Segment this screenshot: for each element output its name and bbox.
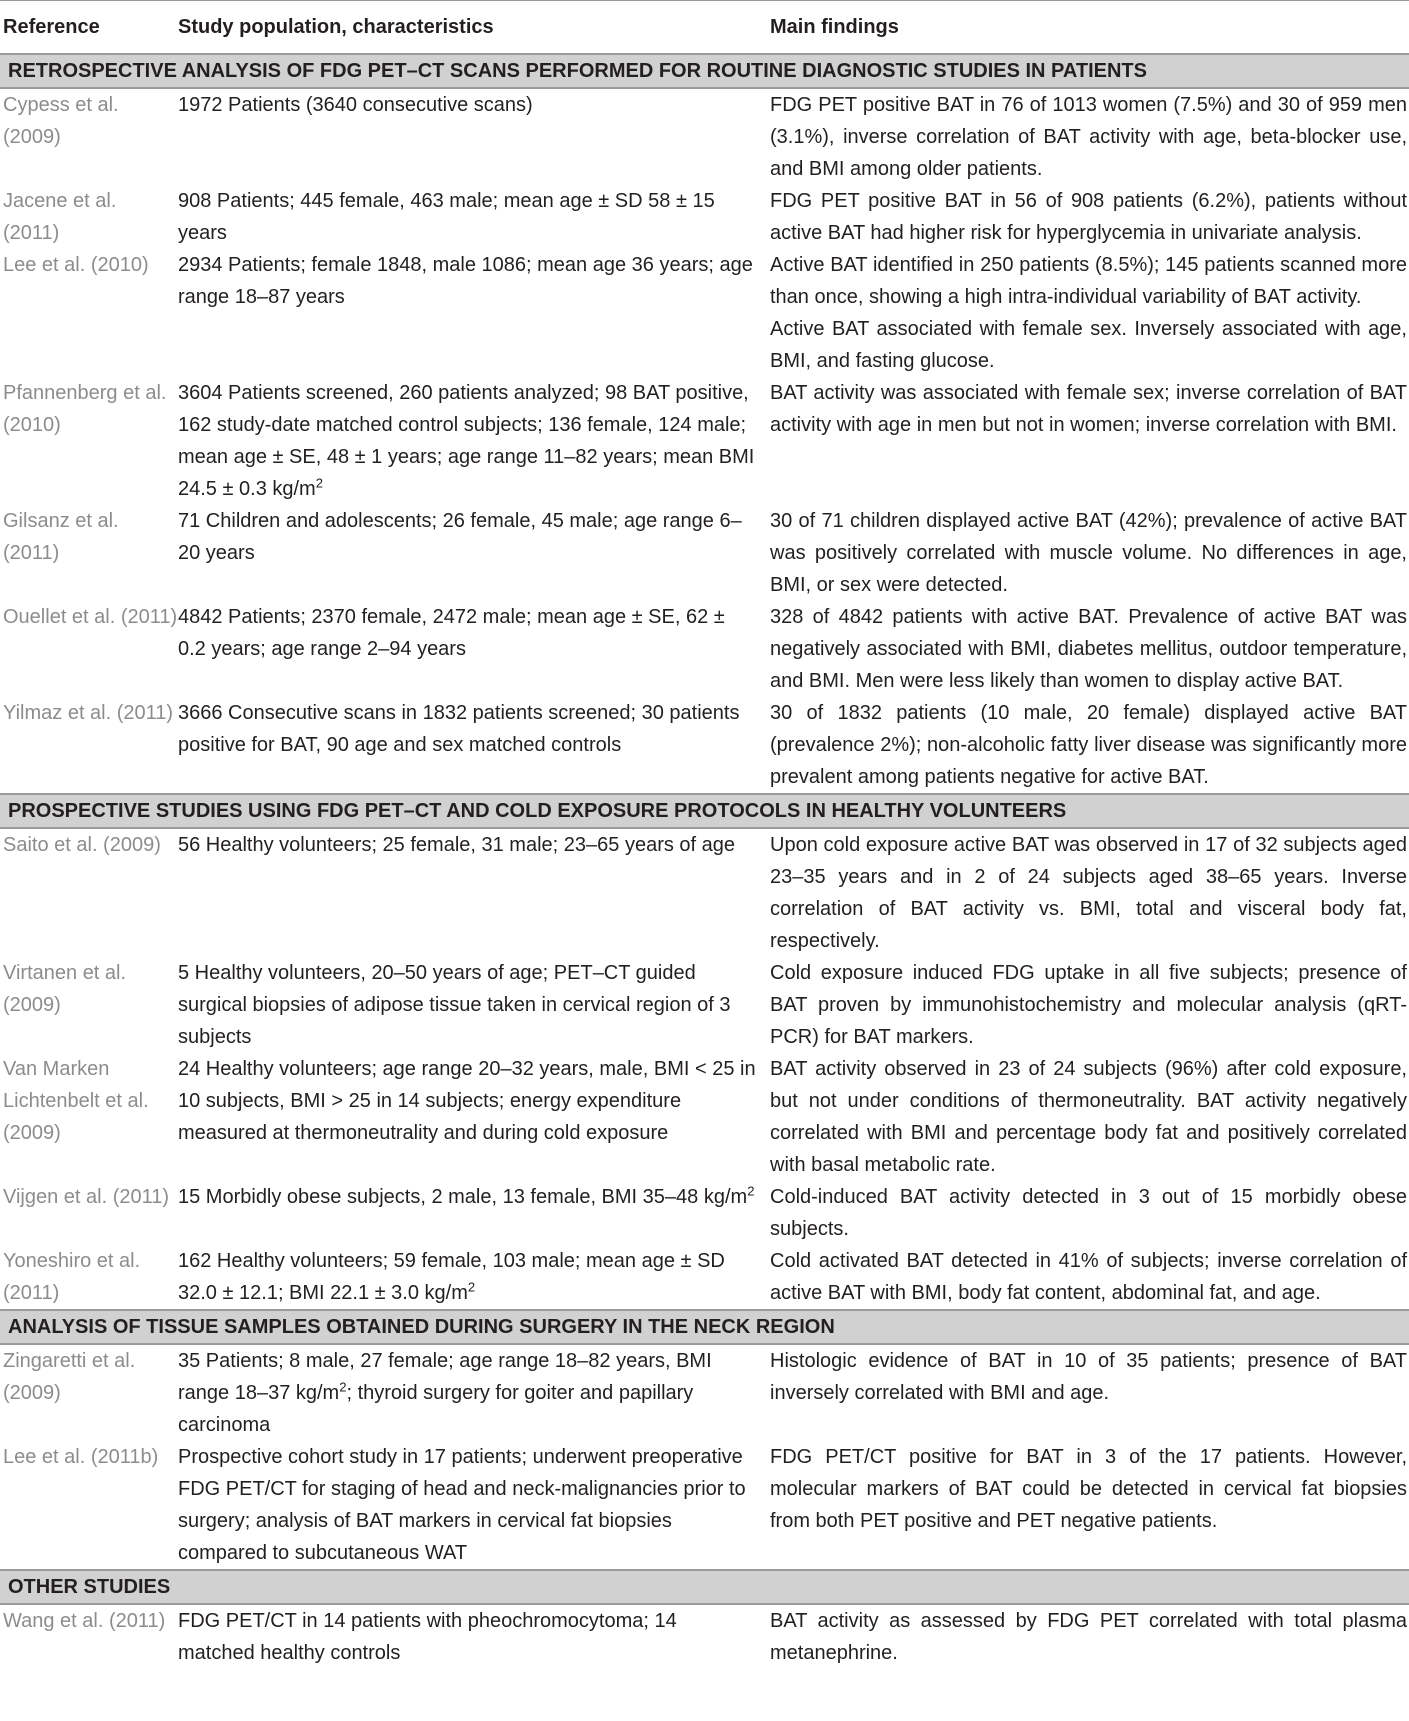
reference-cell: Jacene et al. (2011) [3, 190, 117, 244]
reference-cell: Vijgen et al. (2011) [3, 1186, 170, 1208]
reference-cell: Wang et al. (2011) [3, 1610, 166, 1632]
population-text: 15 Morbidly obese subjects, 2 male, 13 female, BMI 35–48 kg/m [178, 1186, 748, 1208]
header-population: Study population, characteristics [178, 1, 770, 55]
population-cell: 56 Healthy volunteers; 25 female, 31 male; 23–65 years of age [178, 834, 736, 856]
reference-cell: Pfannenberg et al. (2010) [3, 382, 167, 436]
population-cell: 908 Patients; 445 female, 463 male; mean age ± SD 58 ± 15 years [178, 190, 715, 244]
table-row [0, 377, 1409, 505]
table-row [0, 1245, 1409, 1310]
header-findings: Main findings [770, 1, 1409, 55]
table-row [0, 1053, 1409, 1181]
population-cell: 5 Healthy volunteers, 20–50 years of age; PET–CT guided surgical biopsies of adipose tissue taken in cervical region of 3 subjects [178, 962, 731, 1048]
findings-cell: Histologic evidence of BAT in 10 of 35 patients; presence of BAT inversely correlated with BMI and age. [770, 1350, 1407, 1404]
table-row [0, 505, 1409, 601]
population-cell: 1972 Patients (3640 consecutive scans) [178, 94, 533, 116]
reference-cell: Lee et al. (2010) [3, 254, 149, 276]
section-title: PROSPECTIVE STUDIES USING FDG PET–CT AND COLD EXPOSURE PROTOCOLS IN HEALTHY VOLUNTEERS [0, 794, 1409, 828]
findings-cell: 30 of 1832 patients (10 male, 20 female) displayed active BAT (prevalence 2%); non-alcoholic fatty liver disease was significantly more prevalent among patients negative for active BAT. [770, 702, 1407, 788]
population-text: 3604 Patients screened, 260 patients analyzed; 98 BAT positive, 162 study-date matched control subjects; 136 female, 124 male; mean age ± SE, 48 ± 1 years; age range 11–82 years; mean BMI 24.5 ± 0.3 kg/m [178, 382, 755, 500]
section-header [0, 54, 1409, 88]
reference-cell: Yilmaz et al. (2011) [3, 702, 174, 724]
reference-cell: Ouellet et al. (2011) [3, 606, 178, 628]
findings-cell: Cold exposure induced FDG uptake in all five subjects; presence of BAT proven by immunohistochemistry and molecular analysis (qRT-PCR) for BAT markers. [770, 962, 1407, 1048]
table-row [0, 697, 1409, 794]
findings-cell: FDG PET positive BAT in 76 of 1013 women (7.5%) and 30 of 959 men (3.1%), inverse correlation of BAT activity with age, beta-blocker use, and BMI among older patients. [770, 94, 1407, 180]
table-row [0, 185, 1409, 249]
population-text: 162 Healthy volunteers; 59 female, 103 male; mean age ± SD 32.0 ± 12.1; BMI 22.1 ± 3.0 kg/m [178, 1250, 725, 1304]
reference-cell: Van Marken Lichtenbelt et al. (2009) [3, 1058, 149, 1144]
findings-cell: FDG PET positive BAT in 56 of 908 patients (6.2%), patients without active BAT had higher risk for hyperglycemia in univariate analysis. [770, 190, 1407, 244]
findings-cell: Cold-induced BAT activity detected in 3 out of 15 morbidly obese subjects. [770, 1186, 1407, 1240]
findings-cell: FDG PET/CT positive for BAT in 3 of the 17 patients. However, molecular markers of BAT could be detected in cervical fat biopsies from both PET positive and PET negative patients. [770, 1446, 1407, 1532]
table-row [0, 601, 1409, 697]
population-cell: Prospective cohort study in 17 patients; underwent preoperative FDG PET/CT for staging of head and neck-malignancies prior to surgery; analysis of BAT markers in cervical fat biopsies compared to subcutaneous WAT [178, 1446, 746, 1564]
population-cell: FDG PET/CT in 14 patients with pheochromocytoma; 14 matched healthy controls [178, 1610, 677, 1664]
findings-cell: Cold activated BAT detected in 41% of subjects; inverse correlation of active BAT with BMI, body fat content, abdominal fat, and age. [770, 1250, 1407, 1304]
population-cell: 3666 Consecutive scans in 1832 patients screened; 30 patients positive for BAT, 90 age and sex matched controls [178, 702, 740, 756]
table-row [0, 1181, 1409, 1245]
findings-cell [770, 249, 1409, 377]
reference-cell: Cypess et al. (2009) [3, 94, 119, 148]
population-cell: 4842 Patients; 2370 female, 2472 male; mean age ± SE, 62 ± 0.2 years; age range 2–94 years [178, 606, 725, 660]
population-cell [178, 377, 770, 505]
reference-cell: Yoneshiro et al. (2011) [3, 1250, 141, 1304]
table-row [0, 828, 1409, 957]
findings-cell: BAT activity observed in 23 of 24 subjects (96%) after cold exposure, but not under conditions of thermoneutrality. BAT activity negatively correlated with BMI and percentage body fat and positively correlated with basal metabolic rate. [770, 1058, 1407, 1176]
reference-cell: Lee et al. (2011b) [3, 1446, 159, 1468]
reference-cell: Virtanen et al. (2009) [3, 962, 127, 1016]
population-text: 35 Patients; 8 male, 27 female; age range 18–82 years, BMI range 18–37 kg/m [178, 1350, 712, 1404]
reference-cell: Zingaretti et al. (2009) [3, 1350, 136, 1404]
findings-cell: BAT activity as assessed by FDG PET correlated with total plasma metanephrine. [770, 1610, 1407, 1664]
section-header [0, 1310, 1409, 1344]
findings-paragraph: Active BAT associated with female sex. Inversely associated with age, BMI, and fasting glucose. [770, 318, 1407, 372]
section-title: OTHER STUDIES [0, 1570, 1409, 1604]
population-text-tail: ; thyroid surgery for goiter and papillary carcinoma [178, 1382, 694, 1436]
findings-cell: Upon cold exposure active BAT was observed in 17 of 32 subjects aged 23–35 years and in 2 of 24 subjects aged 38–65 years. Inverse correlation of BAT activity vs. BMI, total and visceral body fat, respectively. [770, 834, 1407, 952]
superscript: 2 [747, 1183, 755, 1199]
header-row [0, 1, 1409, 55]
table-row [0, 1344, 1409, 1441]
table-row [0, 249, 1409, 377]
section-title: RETROSPECTIVE ANALYSIS OF FDG PET–CT SCANS PERFORMED FOR ROUTINE DIAGNOSTIC STUDIES IN PATIENTS [0, 54, 1409, 88]
section-title: ANALYSIS OF TISSUE SAMPLES OBTAINED DURING SURGERY IN THE NECK REGION [0, 1310, 1409, 1344]
superscript: 2 [467, 1279, 476, 1295]
findings-cell: 328 of 4842 patients with active BAT. Prevalence of active BAT was negatively associated with BMI, diabetes mellitus, outdoor temperature, and BMI. Men were less likely than women to display active BAT. [770, 606, 1407, 692]
population-cell: 71 Children and adolescents; 26 female, 45 male; age range 6–20 years [178, 510, 742, 564]
population-cell [178, 1344, 770, 1441]
reference-cell: Gilsanz et al. (2011) [3, 510, 119, 564]
population-cell [178, 1181, 770, 1245]
findings-cell: BAT activity was associated with female sex; inverse correlation of BAT activity with age in men but not in women; inverse correlation with BMI. [770, 382, 1407, 436]
reference-cell: Saito et al. (2009) [3, 834, 161, 856]
section-header [0, 794, 1409, 828]
population-cell: 2934 Patients; female 1848, male 1086; mean age 36 years; age range 18–87 years [178, 254, 753, 308]
table-row [0, 1604, 1409, 1669]
header-reference: Reference [0, 1, 178, 55]
findings-paragraph: Active BAT identified in 250 patients (8.5%); 145 patients scanned more than once, showing a high intra-individual variability of BAT activity. [770, 254, 1407, 308]
table-row [0, 88, 1409, 185]
findings-cell: 30 of 71 children displayed active BAT (42%); prevalence of active BAT was positively correlated with muscle volume. No differences in age, BMI, or sex were detected. [770, 510, 1407, 596]
population-cell: 24 Healthy volunteers; age range 20–32 years, male, BMI < 25 in 10 subjects, BMI > 25 in 14 subjects; energy expenditure measured at thermoneutrality and during cold exposure [178, 1058, 756, 1144]
section-header [0, 1570, 1409, 1604]
superscript: 2 [315, 475, 323, 491]
population-cell [178, 1245, 770, 1310]
table-row [0, 957, 1409, 1053]
table-row [0, 1441, 1409, 1570]
superscript: 2 [339, 1379, 347, 1395]
